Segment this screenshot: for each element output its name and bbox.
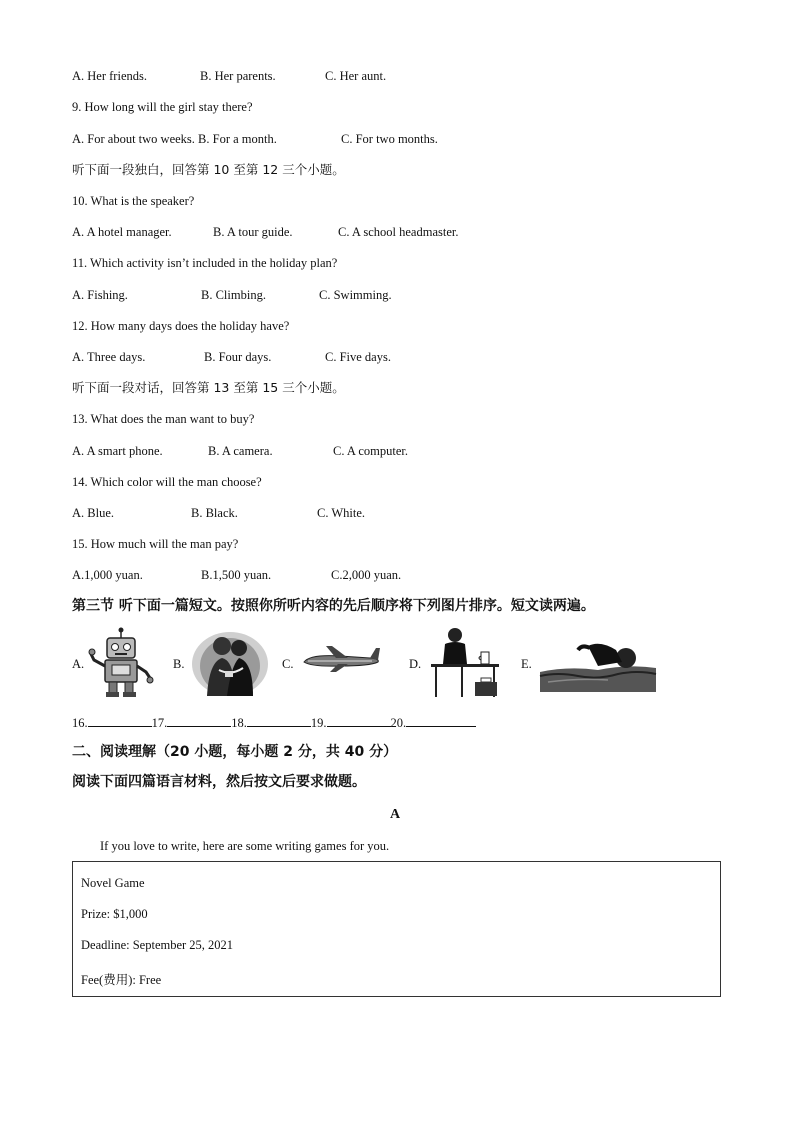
robot-icon bbox=[88, 626, 154, 698]
blank-label: 20. bbox=[390, 716, 407, 730]
option-c: C.2,000 yuan. bbox=[331, 568, 402, 582]
option-c: C. For two months. bbox=[341, 132, 438, 146]
option-b: B. Black. bbox=[191, 506, 238, 520]
box-fee: Fee(费用): Free bbox=[81, 973, 162, 987]
passage-letter: A bbox=[390, 807, 401, 822]
option-b: B. A tour guide. bbox=[213, 225, 293, 239]
box-prize: Prize: $1,000 bbox=[81, 907, 148, 921]
question-9: 9. How long will the girl stay there? bbox=[72, 100, 253, 114]
option-b: B. Four days. bbox=[204, 350, 272, 364]
answer-blank[interactable] bbox=[406, 714, 476, 727]
info-box bbox=[72, 861, 721, 997]
option-a: A.1,000 yuan. bbox=[72, 568, 143, 582]
question-15: 15. How much will the man pay? bbox=[72, 537, 239, 551]
question-12: 12. How many days does the holiday have? bbox=[72, 319, 290, 333]
picture-label-c: C. bbox=[282, 657, 294, 671]
answer-blank[interactable] bbox=[167, 714, 231, 727]
answer-blank[interactable] bbox=[247, 714, 311, 727]
question-13: 13. What does the man want to buy? bbox=[72, 412, 255, 426]
option-c: C. A computer. bbox=[333, 444, 408, 458]
option-b: B. A camera. bbox=[208, 444, 273, 458]
office-worker-icon bbox=[425, 622, 507, 700]
option-a: A. Three days. bbox=[72, 350, 146, 364]
blank-label: 16. bbox=[72, 716, 88, 730]
option-a: A. Blue. bbox=[72, 506, 115, 520]
option-c: C. White. bbox=[317, 506, 366, 520]
option-a: A. A smart phone. bbox=[72, 444, 163, 458]
option-a: A. A hotel manager. bbox=[72, 225, 172, 239]
blank-label: 17. bbox=[151, 716, 168, 730]
option-c: C. A school headmaster. bbox=[338, 225, 459, 239]
answer-blank[interactable] bbox=[327, 714, 391, 727]
swimmer-icon bbox=[538, 636, 658, 692]
picture-label-d: D. bbox=[409, 657, 422, 671]
option-c: C. Her aunt. bbox=[325, 69, 387, 83]
question-11: 11. Which activity isn’t included in the holiday plan? bbox=[72, 256, 338, 270]
option-c: C. Swimming. bbox=[319, 288, 392, 302]
couple-icon bbox=[189, 626, 271, 698]
option-b: B. Climbing. bbox=[201, 288, 266, 302]
part-instruction: 阅读下面四篇语言材料，然后按文后要求做题。 bbox=[72, 774, 366, 790]
question-14: 14. Which color will the man choose? bbox=[72, 475, 262, 489]
option-c: C. Five days. bbox=[325, 350, 391, 364]
picture-label-b: B. bbox=[173, 657, 185, 671]
picture-label-a: A. bbox=[72, 657, 85, 671]
listening-instruction: 听下面一段对话，回答第 13 至第 15 三个小题。 bbox=[72, 380, 345, 395]
airplane-icon bbox=[300, 640, 382, 674]
answer-blank[interactable] bbox=[88, 714, 152, 727]
listening-instruction: 听下面一段独白，回答第 10 至第 12 三个小题。 bbox=[72, 162, 345, 177]
question-10: 10. What is the speaker? bbox=[72, 194, 195, 208]
box-title: Novel Game bbox=[81, 876, 145, 890]
option-a: A. Fishing. bbox=[72, 288, 128, 302]
option-a: A. Her friends. bbox=[72, 69, 147, 83]
section-heading: 第三节 听下面一篇短文。按照你所听内容的先后顺序将下列图片排序。短文读两遍。 bbox=[72, 598, 595, 614]
answer-blanks bbox=[72, 714, 476, 731]
box-deadline: Deadline: September 25, 2021 bbox=[81, 938, 234, 952]
passage-intro: If you love to write, here are some writing games for you. bbox=[100, 839, 390, 853]
option-b: B. Her parents. bbox=[200, 69, 276, 83]
blank-label: 19. bbox=[310, 716, 327, 730]
blank-label: 18. bbox=[231, 716, 247, 730]
option-a-b: A. For about two weeks. B. For a month. bbox=[72, 132, 277, 146]
part-heading: 二、阅读理解（20 小题，每小题 2 分，共 40 分） bbox=[72, 744, 398, 760]
picture-label-e: E. bbox=[521, 657, 532, 671]
option-b: B.1,500 yuan. bbox=[201, 568, 272, 582]
